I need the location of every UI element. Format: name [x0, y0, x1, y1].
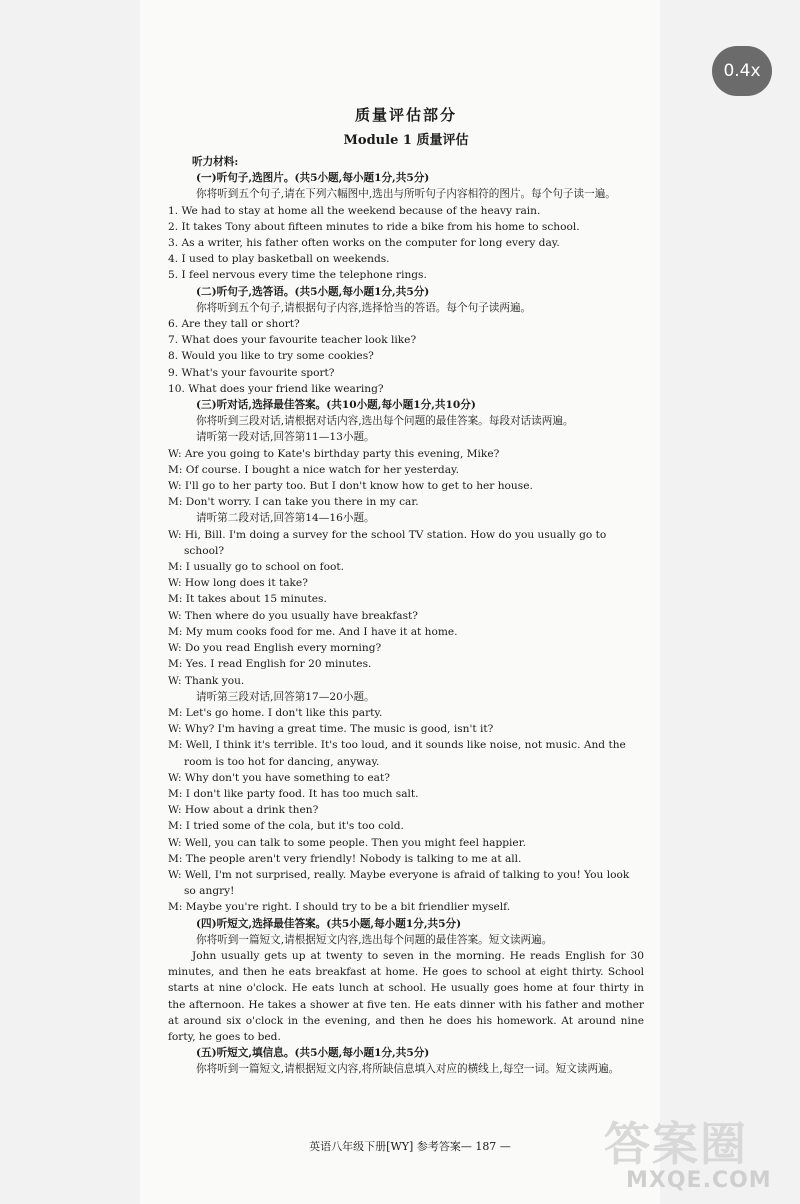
- list-item: 4. I used to play basketball on weekends.: [168, 253, 390, 266]
- dialogue-line: M: Maybe you're right. I should try to be a bit friendlier myself.: [168, 901, 511, 914]
- dialogue-line: M: Let's go home. I don't like this party.: [168, 706, 383, 719]
- dialogue-line: M: I tried some of the cola, but it's too cold.: [168, 820, 404, 833]
- dialogue-line: M: It takes about 15 minutes.: [168, 593, 327, 606]
- zoom-level-badge[interactable]: 0.4x: [712, 46, 772, 96]
- dialogue-line: M: I usually go to school on foot.: [168, 561, 344, 574]
- material-label: 听力材料:: [192, 156, 239, 168]
- list-item: 5. I feel nervous every time the telephone rings.: [168, 269, 427, 282]
- list-item: 2. It takes Tony about fifteen minutes to ride a bike from his home to school.: [168, 220, 580, 233]
- dialogue-line: M: Of course. I bought a nice watch for her yesterday.: [168, 463, 459, 476]
- section-5-heading: (五)听短文,填信息。(共5小题,每小题1分,共5分): [196, 1047, 430, 1060]
- dialogue-line: W: Well, you can talk to some people. Then you might feel happier.: [168, 836, 526, 849]
- dialogue-line: M: My mum cooks food for me. And I have it at home.: [168, 625, 458, 638]
- dialogue-line: W: Why don't you have something to eat?: [168, 771, 390, 784]
- list-item: 8. Would you like to try some cookies?: [168, 350, 374, 363]
- section-1-heading: (一)听句子,选图片。(共5小题,每小题1分,共5分): [196, 172, 430, 185]
- document-content: [168, 104, 644, 1078]
- dialogue-line: W: I'll go to her party too. But I don't know how to get to her house.: [168, 480, 533, 493]
- list-item: 3. As a writer, his father often works on the computer for long every day.: [168, 237, 560, 250]
- list-item: 1. We had to stay at home all the weekend because of the heavy rain.: [168, 204, 541, 217]
- dialogue-1-intro: 请听第一段对话,回答第11—13小题。: [196, 431, 375, 444]
- section-4-instruction: 你将听到一篇短文,请根据短文内容,选出每个问题的最佳答案。短文读两遍。: [196, 933, 553, 946]
- watermark-text: 答案圈: [604, 1117, 748, 1171]
- list-item: 10. What does your friend like wearing?: [168, 382, 384, 395]
- dialogue-line: M: Yes. I read English for 20 minutes.: [168, 658, 372, 671]
- section-1-instruction: 你将听到五个句子,请在下列六幅图中,选出与所听句子内容相符的图片。每个句子读一遍。: [196, 188, 616, 201]
- dialogue-line: W: Well, I'm not surprised, really. Maybe everyone is afraid of talking to you! You look so angry!: [168, 868, 630, 898]
- dialogue-2-intro: 请听第二段对话,回答第14—16小题。: [196, 512, 375, 525]
- watermark-url: MXQE.COM: [626, 1168, 772, 1193]
- module-title: Module 1 质量评估: [343, 133, 469, 148]
- section-2-heading: (二)听句子,选答语。(共5小题,每小题1分,共5分): [196, 285, 430, 298]
- page-title: 质量评估部分: [354, 106, 457, 124]
- dialogue-line: W: Thank you.: [168, 674, 245, 687]
- section-3-instruction: 你将听到三段对话,请根据对话内容,选出每个问题的最佳答案。每段对话读两遍。: [196, 415, 574, 428]
- dialogue-3-intro: 请听第三段对话,回答第17—20小题。: [196, 690, 375, 703]
- section-3-heading: (三)听对话,选择最佳答案。(共10小题,每小题1分,共10分): [196, 399, 476, 412]
- section-5-instruction: 你将听到一篇短文,请根据短文内容,将所缺信息填入对应的横线上,每空一词。短文读两遍。: [196, 1063, 620, 1076]
- dialogue-line: M: The people aren't very friendly! Nobody is talking to me at all.: [168, 852, 522, 865]
- dialogue-line: M: Well, I think it's terrible. It's too loud, and it sounds like noise, not music. And the room is too hot for dancing, anyway.: [168, 739, 626, 768]
- dialogue-line: W: Do you read English every morning?: [168, 642, 382, 655]
- list-item: 7. What does your favourite teacher look like?: [168, 334, 417, 347]
- dialogue-line: W: How long does it take?: [168, 577, 308, 590]
- dialogue-line: W: How about a drink then?: [168, 804, 319, 817]
- dialogue-line: M: Don't worry. I can take you there in my car.: [168, 496, 419, 509]
- section-4-passage: John usually gets up at twenty to seven in the morning. He reads English for 30 minutes, and then he eats breakfast at home. He goes to school at eight thirty. School starts at nine o'clock. He eats lunch at school. He usually goes home at four thirty in the afternoon. He takes a shower at five ten. He eats dinner with his father and mother at around six o'clock in the evening, and then he does his homework. At around nine forty, he goes to bed.: [168, 949, 644, 1043]
- dialogue-line: W: Are you going to Kate's birthday party this evening, Mike?: [168, 447, 500, 460]
- dialogue-line: W: Why? I'm having a great time. The music is good, isn't it?: [168, 723, 494, 736]
- section-2-instruction: 你将听到五个句子,请根据句子内容,选择恰当的答语。每个句子读两遍。: [196, 301, 532, 314]
- list-item: 9. What's your favourite sport?: [168, 366, 335, 379]
- page-footer: 英语八年级下册[WY] 参考答案— 187 —: [309, 1140, 511, 1153]
- section-4-heading: (四)听短文,选择最佳答案。(共5小题,每小题1分,共5分): [196, 917, 462, 930]
- watermark-logo: [604, 1108, 794, 1200]
- dialogue-line: W: Then where do you usually have breakfast?: [168, 609, 418, 622]
- dialogue-line: M: I don't like party food. It has too much salt.: [168, 787, 419, 800]
- dialogue-line: W: Hi, Bill. I'm doing a survey for the school TV station. How do you usually go to school?: [168, 528, 607, 557]
- list-item: 6. Are they tall or short?: [168, 318, 300, 331]
